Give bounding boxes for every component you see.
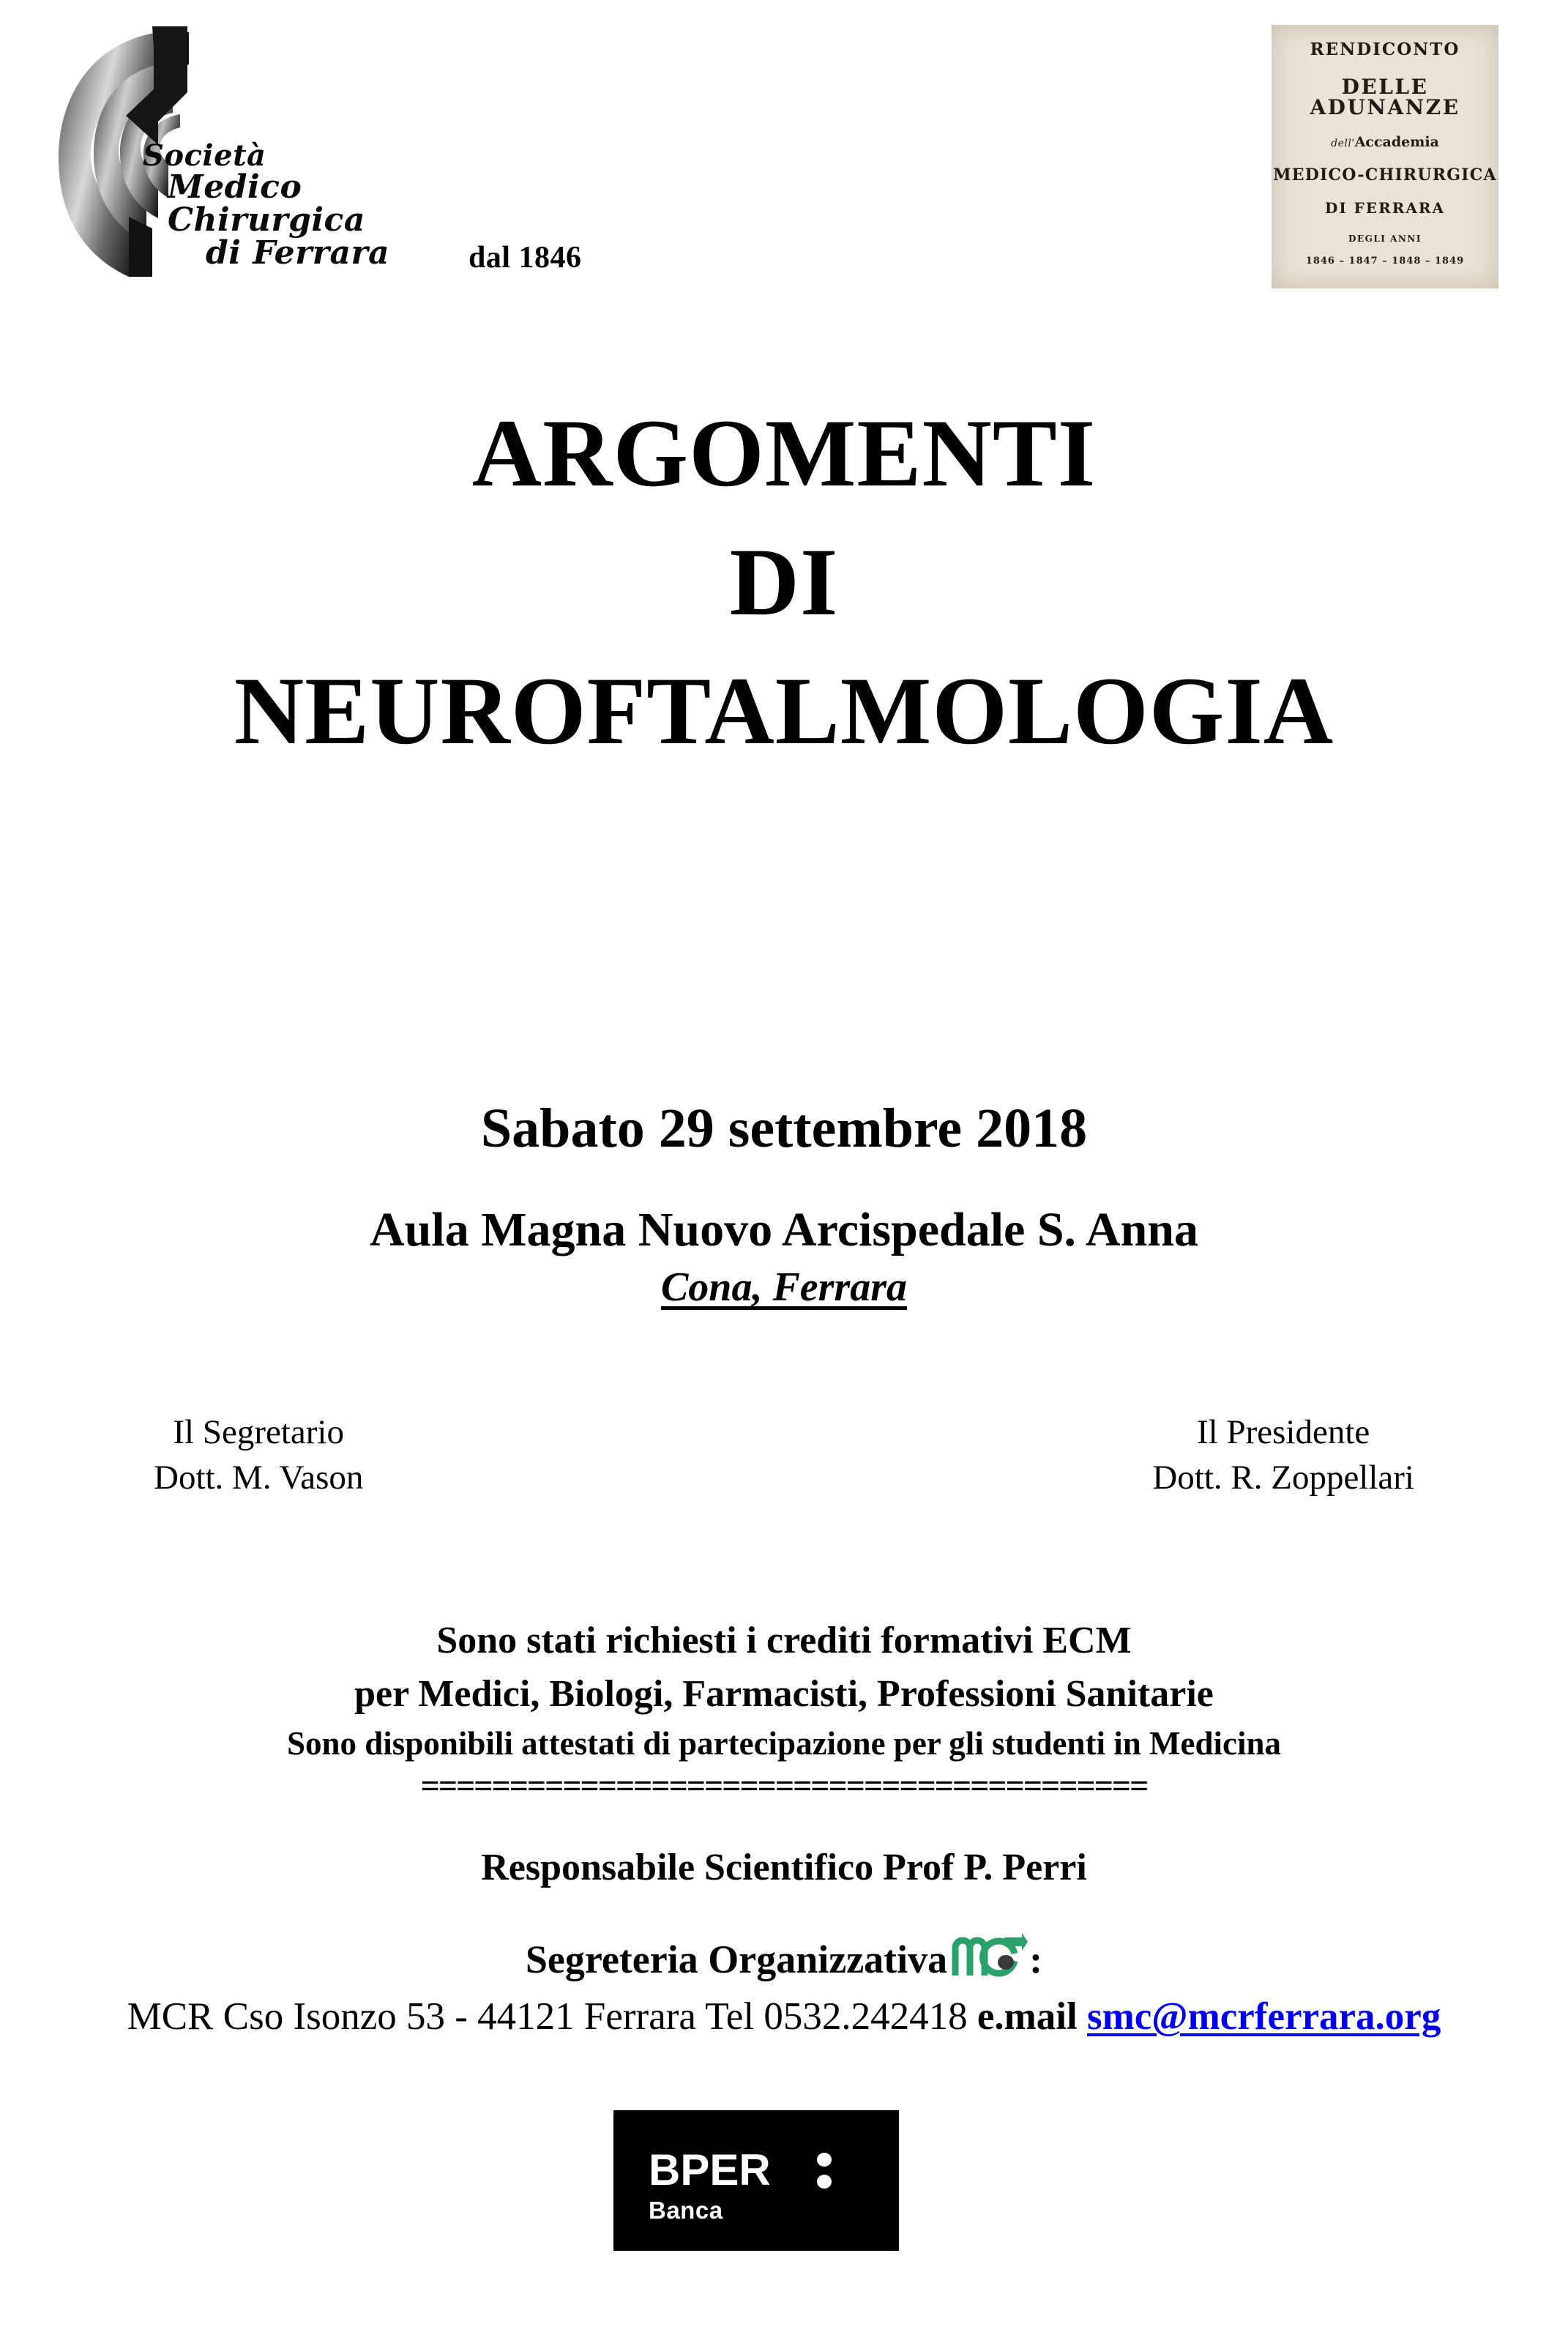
logo-line-2: Medico Chirurgica xyxy=(168,168,365,239)
rendiconto-line-1: RENDICONTO xyxy=(1310,40,1460,59)
rendiconto-line-4: MEDICO-CHIRURGICA xyxy=(1273,165,1497,185)
rendiconto-line-6: DEGLI ANNI xyxy=(1348,234,1422,244)
societa-wordmark xyxy=(135,138,472,272)
rendiconto-dell: dell' xyxy=(1331,138,1355,149)
page-title xyxy=(0,399,1568,764)
scientific-lead: Responsabile Scientifico Prof P. Perri xyxy=(481,1847,1087,1888)
rendiconto-line-7: 1846 – 1847 – 1848 – 1849 xyxy=(1305,256,1465,267)
event-city: Cona, Ferrara xyxy=(660,1265,908,1311)
signatories xyxy=(0,1410,1568,1500)
logo-founded-year: dal 1846 xyxy=(468,241,582,275)
ecm-line-1: Sono stati richiesti i crediti formativi ECM xyxy=(436,1620,1132,1661)
ecm-credits-block xyxy=(0,1618,1568,1801)
logo-line-1: Società xyxy=(143,138,266,173)
secretariat-line xyxy=(0,1932,1568,1982)
email-label: e.mail xyxy=(977,1995,1078,2038)
signatory-secretary xyxy=(154,1410,363,1500)
section-divider: ========================================= xyxy=(420,1770,1148,1801)
event-venue: Aula Magna Nuovo Arcispedale S. Anna xyxy=(370,1202,1198,1256)
signatory-role: Il Segretario xyxy=(173,1413,344,1451)
signatory-president xyxy=(1152,1410,1414,1500)
signatory-role: Il Presidente xyxy=(1197,1413,1370,1451)
organisation-block xyxy=(0,1845,1568,2038)
rendiconto-accademia: Accademia xyxy=(1354,134,1439,150)
rendiconto-cover-image xyxy=(1272,25,1498,288)
societa-medico-chirurgica-logo xyxy=(29,13,582,306)
logo-line-3: di Ferrara xyxy=(206,234,390,272)
email-link[interactable]: smc@mcrferrara.org xyxy=(1087,1995,1441,2038)
title-line-3: NEUROFTALMOLOGIA xyxy=(234,656,1334,764)
title-line-1: ARGOMENTI xyxy=(471,399,1097,507)
mcr-logo xyxy=(952,1932,1028,1977)
event-details xyxy=(0,1098,1568,1311)
signatory-name: Dott. R. Zoppellari xyxy=(1152,1459,1414,1497)
event-date: Sabato 29 settembre 2018 xyxy=(480,1098,1088,1159)
rendiconto-line-2: DELLE ADUNANZE xyxy=(1310,75,1460,119)
secretariat-colon: : xyxy=(1029,1937,1043,1982)
ecm-line-2: per Medici, Biologi, Farmacisti, Professioni Sanitarie xyxy=(354,1673,1214,1716)
poster-header xyxy=(0,0,1568,315)
bper-colon-icon xyxy=(817,2153,833,2189)
bper-wordmark: BPER xyxy=(649,2145,771,2194)
rendiconto-line-5: DI FERRARA xyxy=(1324,199,1445,217)
secretariat-address: MCR Cso Isonzo 53 - 44121 Ferrara Tel 0532.242418 xyxy=(127,1995,968,2038)
bper-banca-logo xyxy=(613,2110,899,2251)
secretariat-label: Segreteria Organizzativa xyxy=(525,1937,948,1982)
signatory-name: Dott. M. Vason xyxy=(154,1459,364,1497)
ecm-line-3: Sono disponibili attestati di partecipazione per gli studenti in Medicina xyxy=(286,1724,1282,1762)
bper-subtitle: Banca xyxy=(649,2197,723,2224)
title-line-2: DI xyxy=(729,527,839,636)
rendiconto-line-3 xyxy=(1272,135,1498,149)
mcr-logo-icon xyxy=(952,1932,1028,1977)
secretariat-contact xyxy=(0,1995,1568,2038)
